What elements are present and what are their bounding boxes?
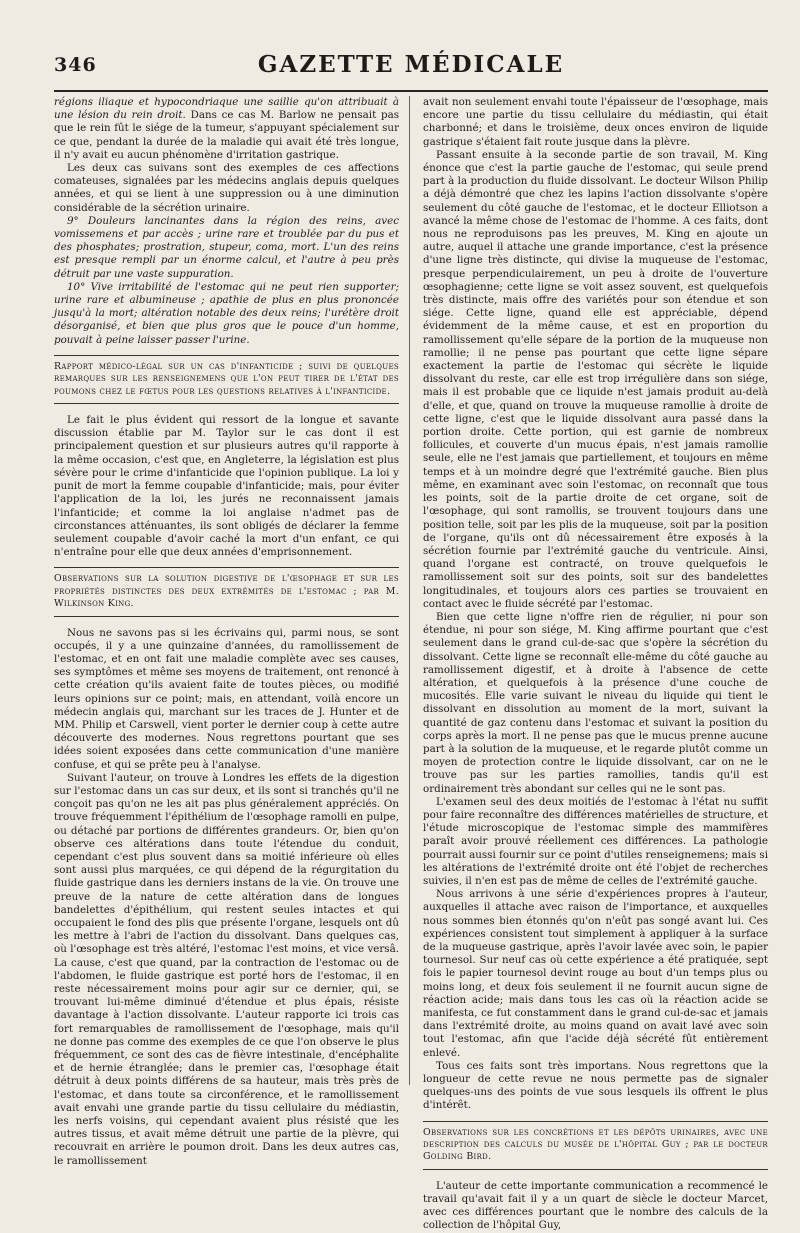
paragraph: Les deux cas suivans sont des exemples de ces affections comateuses, signalées par les médecins anglais depuis quelques années, et qui se lient à une suppression ou à une diminution considérable de la sécrétion urinaire. [54, 162, 399, 214]
article-heading: Observations sur la solution digestive de l'œsophage et sur les propriétés distinctes des deux extrémités de l'estomac ; par M. Wilkinson King. [54, 567, 399, 616]
newspaper-page [54, 50, 768, 1232]
paragraph: L'examen seul des deux moitiés de l'estomac à l'état nu suffit pour faire reconnaître des différences matérielles de structure, et l'étude microscopique de l'estomac simple des mammifères paraît avoir prouvé réellement ces différences. La pathologie pourrait aussi fournir sur ce point d'utiles renseignemens; mais si les altérations de l'extrémité droite ont été l'objet de recherches suivies, il n'en est pas de même de celles de l'extrémité gauche. [423, 795, 768, 887]
paragraph: Nous ne savons pas si les écrivains qui, parmi nous, se sont occupés, il y a une quinzaine d'années, du ramollissement de l'estomac, et en ont fait une maladie complète avec ses causes, ses symptômes et même ses moyens de traitement, ont renoncé à cette création qu'ils avaient faite de toutes pièces, ou modifié leurs opinions sur ce point; mais, en attendant, voilà encore un médecin anglais qui, marchant sur les traces de J. Hunter et de MM. Philip et Carswell, vient porter le dernier coup à cette autre découverte des modernes. Nous regrettons pourtant que ses idées soient exposées dans cette communication d'une manière confuse, et qui se prête peu à l'analyse. [54, 626, 399, 771]
paragraph: avait non seulement envahi toute l'épaisseur de l'œsophage, mais encore une partie du tissu cellulaire du médiastin, qui était charbonné; et dans le troisième, deux onces environ de liquide gastrique s'étaient fait route jusque dans la plèvre. [423, 96, 768, 148]
masthead [54, 50, 768, 92]
paragraph: Bien que cette ligne n'offre rien de régulier, ni pour son étendue, ni pour son siége, M. King affirme pourtant que c'est seulement dans le grand cul-de-sac que s'opère la sécrétion du dissolvant. Cette ligne se reconnaît elle-même du côté gauche au ramollissement digestif, et à droite à l'absence de cette altération, et quelquefois à la présence d'une couche de mucosités. Elle varie suivant le niveau du liquide qui tient le dissolvant en dissolution au moment de la mort, suivant la quantité de gaz contenu dans l'estomac et suivant la position du corps après la mort. Il ne pense pas que le mucus prenne aucune part à la solution de la muqueuse, et le regarde plutôt comme un moyen de protection contre le liquide dissolvant, car on ne le trouve pas sur les parties ramollies, tandis qu'il est ordinairement très abondant sur celles qui ne le sont pas. [423, 610, 768, 795]
paragraph: Tous ces faits sont très importans. Nous regrettons que la longueur de cette revue ne nous permette pas de signaler quelques-uns des points de vue sous lesquels ils offrent le plus d'intérêt. [423, 1059, 768, 1112]
column-divider [409, 96, 410, 1085]
case-summary: 9° Douleurs lancinantes dans la région des reins, avec vomissemens et par accès ; urine rare et troublée par du pus et des phosphates; prostration, stupeur, coma, mort. L'un des reins est presque rempli par un énorme calcul, et l'autre à peu près détruit par une vaste suppuration. [54, 214, 399, 280]
page-number: 346 [54, 54, 97, 76]
italic-run: régions iliaque et hypocondriaque une saillie qu'on attribuait à une lésion du rein droit. [54, 96, 399, 122]
article-heading: Rapport médico-légal sur un cas d'infanticide ; suivi de quelques remarques sur les renseignemens que l'on peut tirer de l'état des poumons chez le fœtus pour les questions relatives à l'infanticide. [54, 355, 399, 404]
paragraph: Suivant l'auteur, on trouve à Londres les effets de la digestion sur l'estomac dans un cas sur deux, et ils sont si tranchés qu'il ne conçoit pas qu'on ne les ait pas plus généralement appréciés. On trouve fréquemment l'épithélium de l'œsophage ramolli en pulpe, ou détaché par portions de différentes grandeurs. Or, bien qu'on observe ces altérations dans toute l'étendue du conduit, cependant c'est plus souvent dans sa moitié inférieure où elles sont aussi plus marquées, ce qui dépend de la régurgitation du fluide gastrique dans les derniers instans de la vie. On trouve une preuve de la nature de cette altération dans de longues bandelettes d'épithélium, qui restent seules intactes et qui occupaient le fond des plis que présente l'organe, lesquels ont dû les mettre à l'abri de l'action du dissolvant. Dans quelques cas, où l'œsophage est très altéré, l'estomac l'est moins, et vice versâ. La cause, c'est que quand, par la contraction de l'estomac ou de l'abdomen, le fluide gastrique est porté hors de l'estomac, il en reste nécessairement moins pour agir sur ce dernier, qui, se trouvant lui-même diminué d'étendue et plus épais, résiste davantage à l'action dissolvante. L'auteur rapporte ici trois cas fort remarquables de ramollissement de l'œsophage, mais qu'il ne donne pas comme des exemples de ce que l'on observe le plus fréquemment, ce sont des cas de fièvre intestinale, d'encéphalite et de hernie étranglée; dans le premier cas, l'œsophage était détruit à deux points différens de sa hauteur, mais très près de l'estomac, et dans toute sa circonférence, et le ramollissement avait envahi une grande partie du tissu cellulaire du médiastin, les nerfs voisins, qui cependant avaient plus résisté que les autres tissus, et avait même détruit une partie de la plèvre, qui recouvrait en arrière le poumon droit. Dans les deux autres cas, le ramollissement [54, 771, 399, 1167]
article-columns [54, 96, 768, 1232]
left-column [54, 96, 399, 1167]
article-heading: Observations sur les concrétions et les dépôts urinaires, avec une description des calculs du musée de l'hôpital Guy ; par le docteur Golding Bird. [423, 1121, 768, 1170]
paragraph: Le fait le plus évident qui ressort de la longue et savante discussion établie par M. Taylor sur le cas dont il est principalement question et sur plusieurs autres qu'il rapporte à la même occasion, c'est que, en Angleterre, la législation est plus sévère pour le crime d'infanticide que l'opinion publique. La loi y punit de mort la femme coupable d'infanticide; mais, pour éviter l'application de la loi, les jurés ne reconnaissent jamais l'infanticide; et comme la loi anglaise n'admet pas de circonstances atténuantes, ils sont obligés de déclarer la femme seulement coupable d'avoir caché la mort d'un enfant, ce qui n'entraîne pour elle que deux années d'emprisonnement. [54, 414, 399, 559]
case-summary: 10° Vive irritabilité de l'estomac qui ne peut rien supporter; urine rare et albumineuse ; apathie de plus en plus prononcée jusqu'à la mort; altération notable des deux reins; l'urétère droit désorganisé, et bien que plus gros que le pouce d'un homme, pouvait à peine laisser passer l'urine. [54, 280, 399, 346]
paragraph: Passant ensuite à la seconde partie de son travail, M. King énonce que c'est la partie gauche de l'estomac, qui seule prend part à la production du fluide dissolvant. Le docteur Wilson Philip a déjà démontré que chez les lapins l'action dissolvante s'opère seulement du côté gauche de l'estomac, et le docteur Elliotson a avancé la même chose de l'estomac de l'homme. A ces faits, dont nous ne reproduisons pas les preuves, M. King en ajoute un autre, auquel il attache une grande importance, c'est la présence d'une ligne très distincte, qui divise la muqueuse de l'estomac, presque perpendiculairement, un peu à droite de l'ouverture œsophagienne; cette ligne se voit assez souvent, est quelquefois très distincte, mais offre des variétés pour son étendue et son siége. Cette ligne, quand elle est appréciable, dépend évidemment de la même cause, et est en proportion du ramollissement qu'elle sépare de la portion de la muqueuse non ramollie; il ne pense pas pourtant que cette ligne sépare exactement la partie de l'estomac qui sécrète le liquide dissolvant du reste, car elle est trop irrégulière dans son siége, mais il est probable que ce liquide n'est jamais produit au-delà d'elle, et que, quand on trouve la muqueuse ramollie à droite de cette ligne, c'est que le liquide dissolvant aura passé dans la portion droite. Cette portion, qui est garnie de nombreux follicules, et couverte d'un mucus épais, n'est jamais ramollie seule, elle ne l'est jamais que partiellement, et toujours en même temps et à un moindre degré que l'extrémité gauche. Bien plus même, en examinant avec soin l'estomac, on reconnaît que tous les points, soit de la partie droite de cet organe, soit de l'œsophage, qui sont ramollis, se trouvent toujours dans une position telle, soit par les plis de la muqueuse, soit par la position de l'organe, qu'ils ont dû nécessairement être exposés à la sécrétion fournie par l'extrémité gauche du ventricule. Ainsi, quand l'organe est contracté, on trouve quelquefois le ramollissement soit sur des points, soit sur des bandelettes longitudinales, et toujours alors ces parties se trouvaient en contact avec le fluide sécrété par l'estomac. [423, 148, 768, 610]
paragraph [54, 96, 399, 162]
paragraph: L'auteur de cette importante communication a recommencé le travail qu'avait fait il y a un quart de siècle le docteur Marcet, avec ces différences pourtant que le nombre des calculs de la collection de l'hôpital Guy, [423, 1179, 768, 1232]
right-column [423, 96, 768, 1232]
paragraph: Nous arrivons à une série d'expériences propres à l'auteur, auxquelles il attache avec raison de l'importance, et auxquelles nous sommes bien étonnés qu'on n'eût pas songé avant lui. Ces expériences consistent tout simplement à appliquer à la surface de la muqueuse gastrique, après l'avoir lavée avec soin, le papier tournesol. Sur neuf cas où cette expérience a été pratiquée, sept fois le papier tournesol devint rouge au bout d'un temps plus ou moins long, et deux fois seulement il ne fournit aucun signe de réaction acide; mais dans tous les cas où la réaction acide se manifesta, ce fut constamment dans le grand cul-de-sac et jamais dans l'extrémité droite, au moins quand on avait lavé avec soin tout l'estomac, afin que l'acide déjà sécrété fût entièrement enlevé. [423, 888, 768, 1059]
text-run: Dans ce cas M. Barlow ne pensait pas que le rein fût le siége de la tumeur, s'appuyant spécialement sur ce que, pendant la durée de la maladie qui avait été très longue, il n'y avait eu aucun phénomène d'irritation gastrique. [54, 109, 399, 161]
journal-title: GAZETTE MÉDICALE [257, 51, 565, 78]
